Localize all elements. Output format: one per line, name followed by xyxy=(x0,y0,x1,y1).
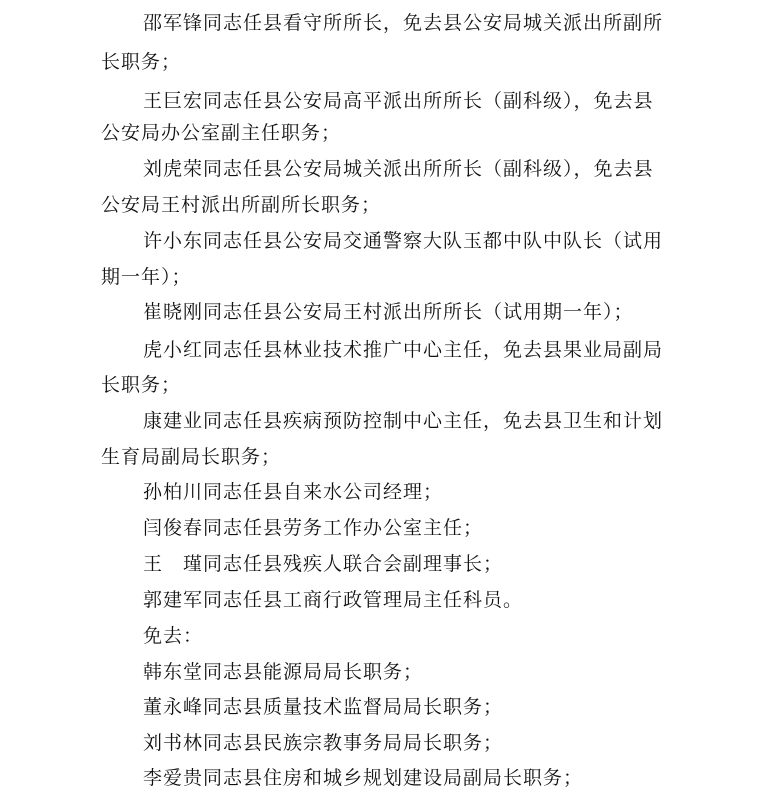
paragraph-line: 公安局王村派出所副所长职务； xyxy=(101,194,382,216)
paragraph-line: 刘虎荣同志任县公安局城关派出所所长（副科级），免去县 xyxy=(143,158,654,180)
paragraph-line: 王巨宏同志任县公安局高平派出所所长（副科级），免去县 xyxy=(143,90,654,112)
paragraph-line: 生育局副局长职务； xyxy=(101,446,282,468)
paragraph-line: 刘书林同志县民族宗教事务局局长职务； xyxy=(143,732,504,754)
paragraph-line: 公安局办公室副主任职务； xyxy=(101,122,342,144)
paragraph-line: 王 瑾同志任县残疾人联合会副理事长； xyxy=(143,553,504,575)
paragraph-line: 长职务； xyxy=(101,374,182,396)
paragraph-line: 董永峰同志县质量技术监督局局长职务； xyxy=(143,696,504,718)
paragraph-line: 康建业同志任县疾病预防控制中心主任，免去县卫生和计划 xyxy=(143,410,664,432)
paragraph-line: 孙柏川同志任县自来水公司经理； xyxy=(143,481,444,503)
paragraph-line: 韩东堂同志县能源局局长职务； xyxy=(143,661,424,683)
paragraph-line: 长职务； xyxy=(101,51,182,73)
paragraph-line: 虎小红同志任县林业技术推广中心主任，免去县果业局副局 xyxy=(143,339,664,361)
section-heading: 免去： xyxy=(143,625,204,647)
paragraph-line: 李爱贵同志县住房和城乡规划建设局副局长职务； xyxy=(143,767,584,789)
paragraph-line: 崔晓刚同志任县公安局王村派出所所长（试用期一年）； xyxy=(143,301,634,323)
paragraph-line: 许小东同志任县公安局交通警察大队玉都中队中队长（试用 xyxy=(143,230,664,252)
paragraph-line: 郭建军同志任县工商行政管理局主任科员。 xyxy=(143,589,524,611)
paragraph-line: 邵军锋同志任县看守所所长，免去县公安局城关派出所副所 xyxy=(143,12,664,34)
paragraph-line: 期一年）； xyxy=(101,266,192,288)
paragraph-line: 闫俊春同志任县劳务工作办公室主任； xyxy=(143,517,484,539)
